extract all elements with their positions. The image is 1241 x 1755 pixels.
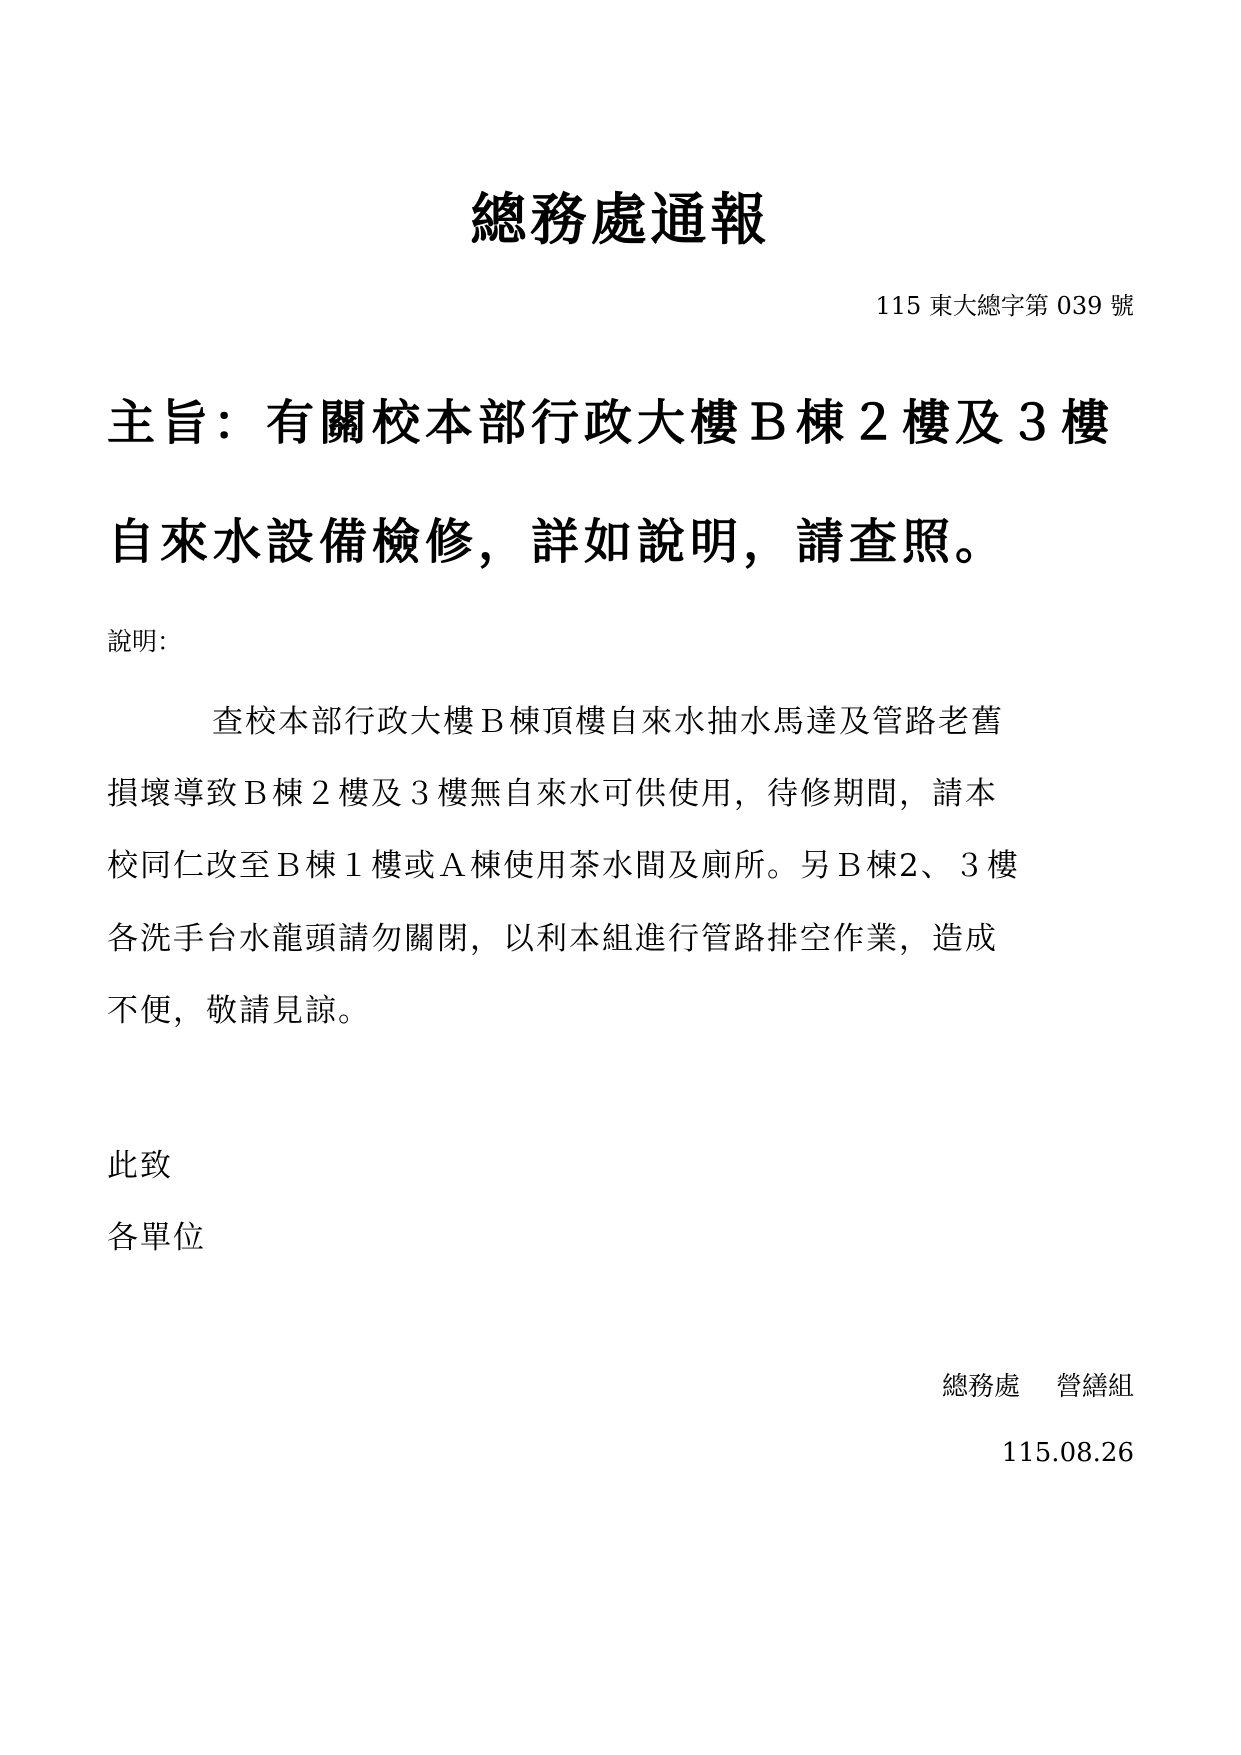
document-number: 115 東大總字第 039 號: [875, 292, 1134, 320]
signature-office: 總務處: [941, 1372, 1020, 1402]
document-title: 總務處通報: [470, 187, 771, 253]
explanation-label: 說明：: [107, 627, 183, 656]
body-paragraph-line: 查校本部行政大樓Ｂ棟頂樓自來水抽水馬達及管路老舊: [212, 704, 1004, 740]
body-paragraph-line: 損壞導致Ｂ棟２樓及３樓無自來水可供使用，待修期間，請本: [107, 776, 998, 812]
subject-line-2: 自來水設備檢修，詳如說明，請查照。: [107, 514, 1009, 570]
body-paragraph-line: 各洗手台水龍頭請勿關閉，以利本組進行管路排空作業，造成: [107, 921, 998, 957]
closing-salutation: 此致: [107, 1148, 173, 1184]
body-paragraph-line: 校同仁改至Ｂ棟１樓或Ａ棟使用茶水間及廁所。另Ｂ棟2、３樓: [107, 848, 1020, 884]
body-paragraph-line: 不便，敬請見諒。: [107, 993, 371, 1029]
closing-recipient: 各單位: [107, 1220, 206, 1256]
document-date: 115.08.26: [1001, 1438, 1134, 1468]
signature-unit: 營繕組: [1055, 1372, 1134, 1402]
subject-line-1: 主旨：有關校本部行政大樓Ｂ棟２樓及３樓: [107, 395, 1115, 451]
signature-block: [942, 1366, 1134, 1403]
